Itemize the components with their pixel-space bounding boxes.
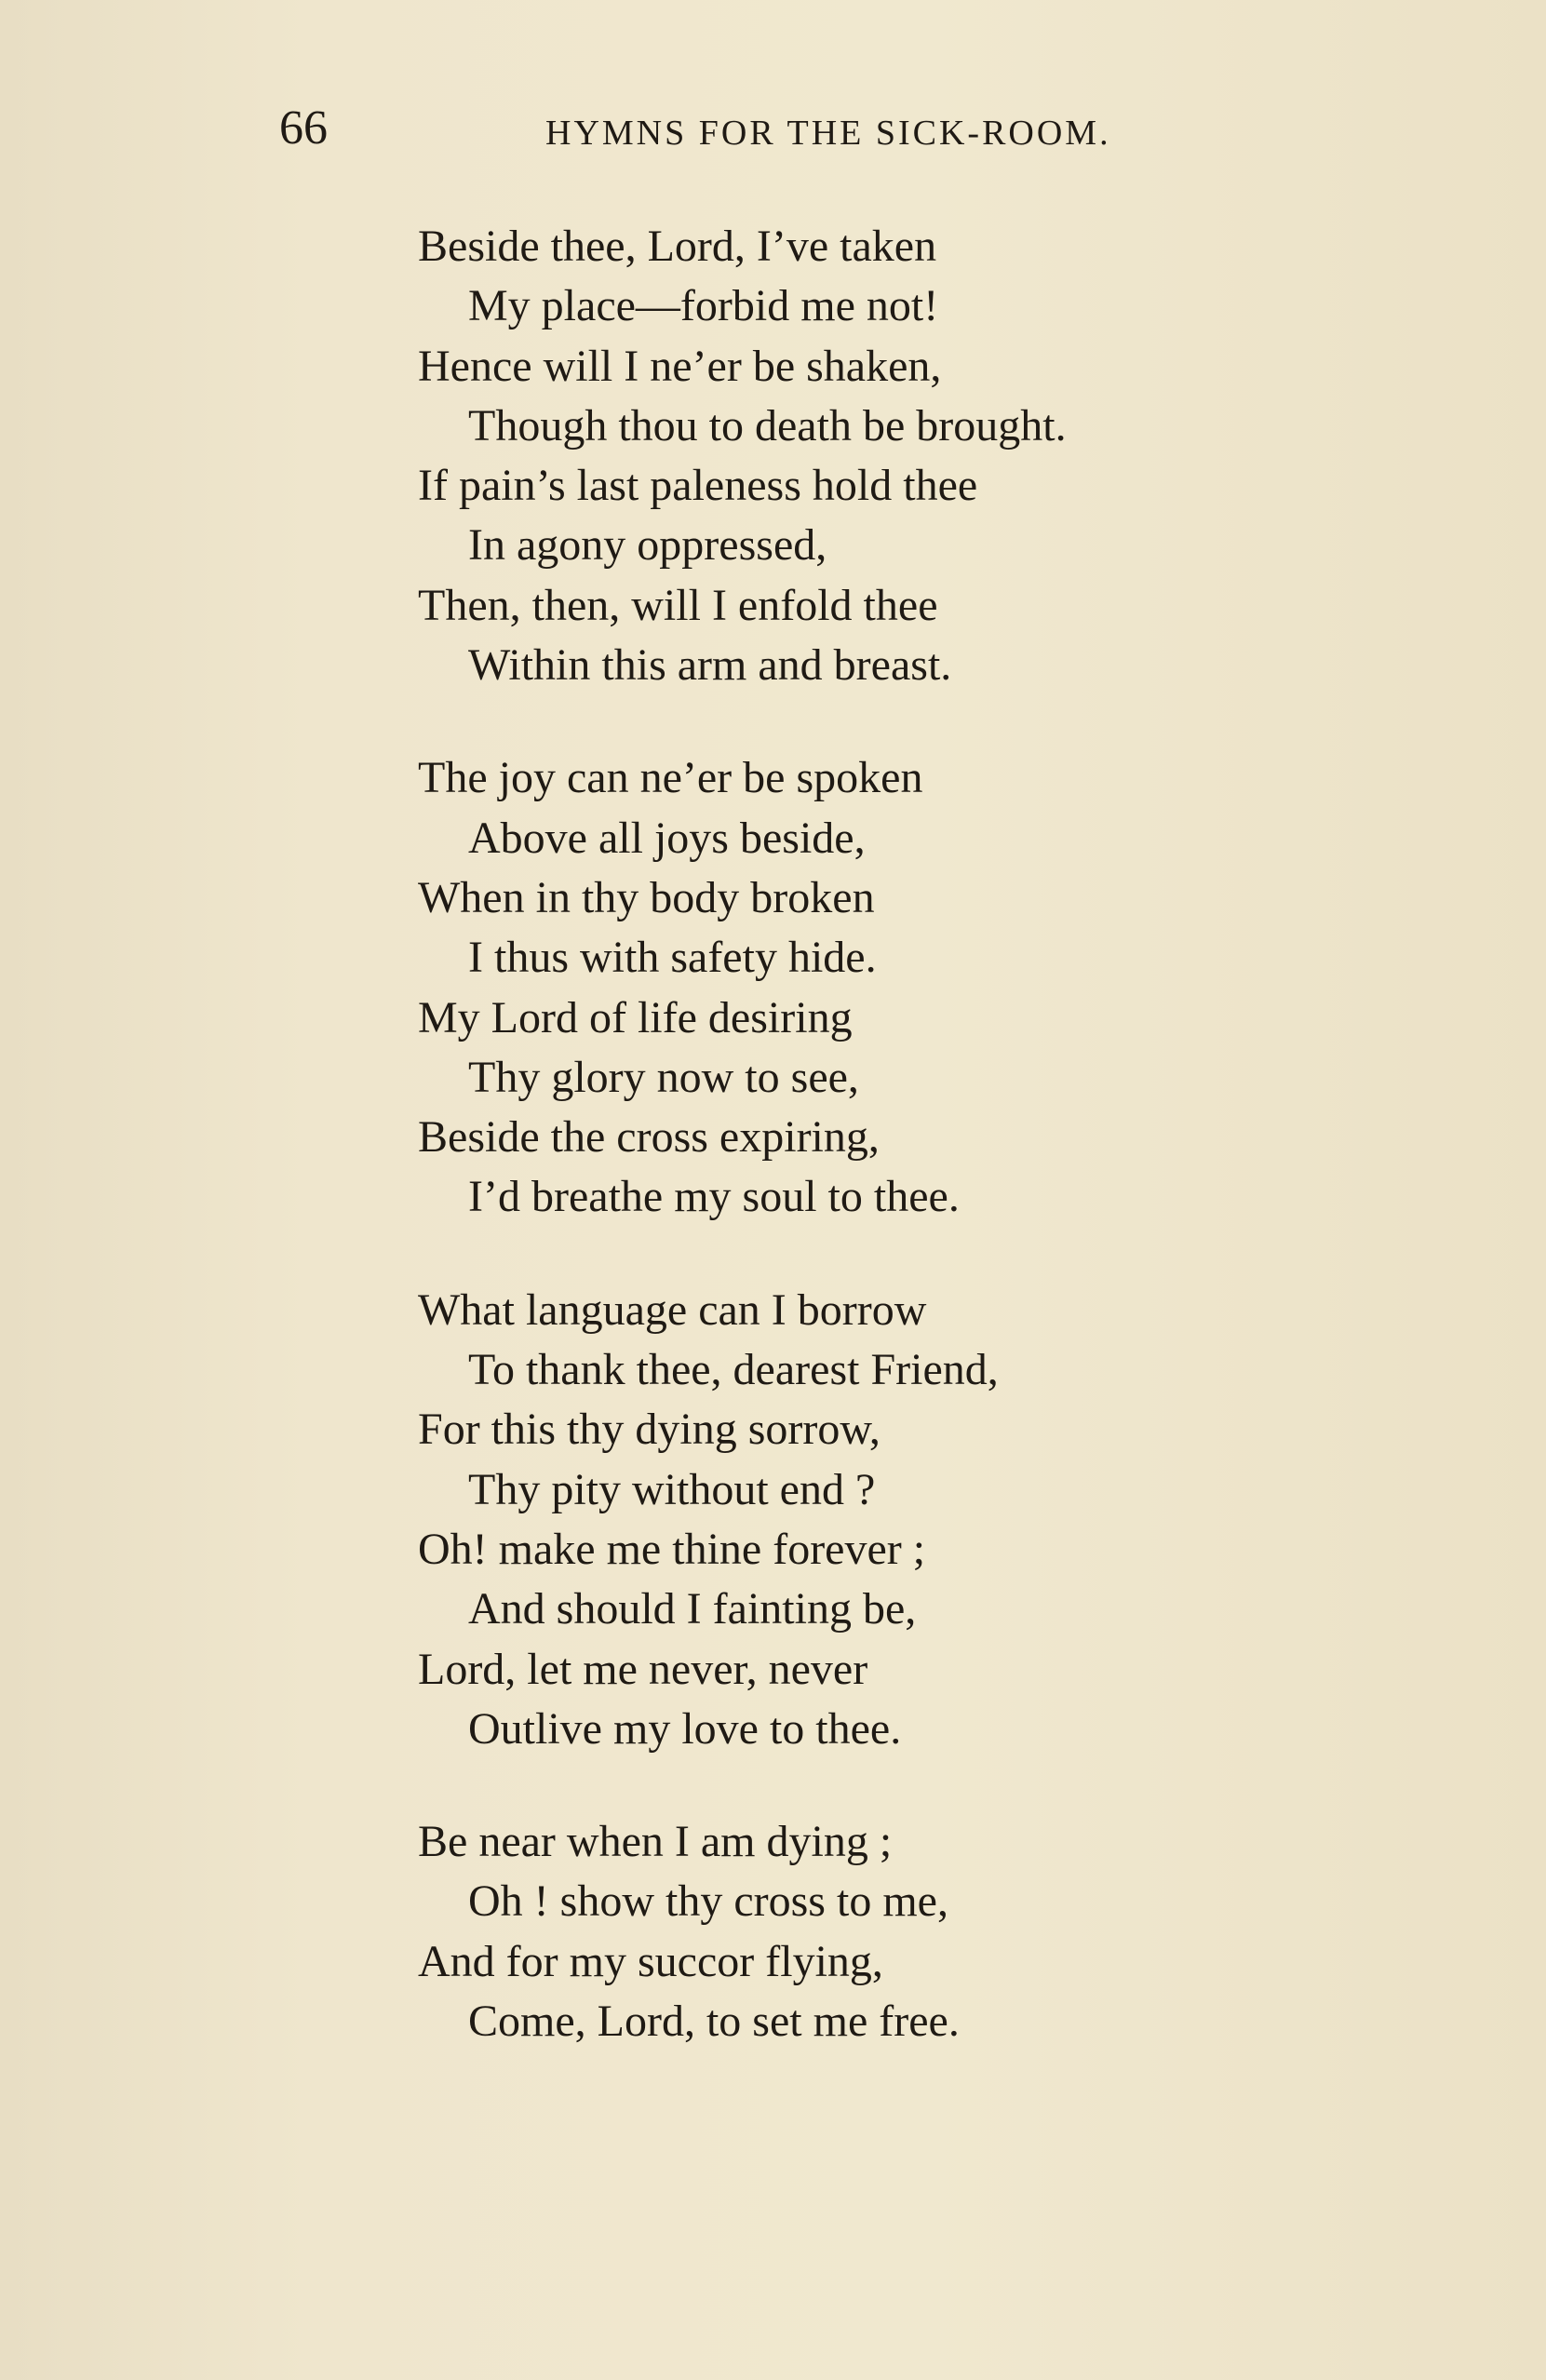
stanza-3	[418, 1281, 1256, 1759]
verse-line: Within this arm and breast.	[468, 640, 952, 691]
stanza-4	[418, 1812, 1256, 2051]
verse-line: Come, Lord, to set me free.	[468, 1997, 960, 2047]
verse-line: And for my succor flying,	[418, 1936, 883, 1986]
stanza-1	[418, 217, 1256, 695]
stanza-2	[418, 748, 1256, 1227]
verse-line: When in thy body broken	[418, 872, 875, 922]
verse-line: Oh ! show thy cross to me,	[468, 1876, 948, 1927]
verse-line: In agony oppressed,	[468, 520, 827, 571]
verse-line: Then, then, will I enfold thee	[418, 580, 938, 630]
verse-line: Hence will I ne’er be shaken,	[418, 341, 942, 391]
verse-line: For this thy dying sorrow,	[418, 1405, 881, 1455]
verse-line: Above all joys beside,	[468, 813, 866, 863]
running-title: HYMNS FOR THE SICK-ROOM.	[545, 114, 1111, 153]
verse-line: What language can I borrow	[418, 1284, 927, 1335]
verse-line: Lord, let me never, never	[418, 1644, 868, 1694]
verse-line: If pain’s last paleness hold thee	[418, 461, 978, 511]
verse-line: Though thou to death be brought.	[468, 400, 1067, 450]
page-header	[279, 101, 1215, 156]
verse-line: Thy pity without end ?	[468, 1464, 876, 1514]
verse-line: To thank thee, dearest Friend,	[468, 1345, 999, 1395]
page-number: 66	[279, 101, 328, 155]
verse-line: The joy can ne’er be spoken	[418, 753, 923, 803]
verse-line: My place—forbid me not!	[468, 281, 939, 331]
verse-line: Outlive my love to thee.	[468, 1703, 902, 1754]
verse-line: Thy glory now to see,	[468, 1052, 859, 1102]
verse-line: Oh! make me thine forever ;	[418, 1524, 926, 1574]
verse-line: Be near when I am dying ;	[418, 1817, 893, 1867]
verse-line: Beside thee, Lord, I’ve taken	[418, 222, 937, 271]
verse-line: And should I fainting be,	[468, 1584, 917, 1634]
verse-line: I thus with safety hide.	[468, 933, 877, 983]
verse-line: My Lord of life desiring	[418, 992, 853, 1042]
verse-line: Beside the cross expiring,	[418, 1112, 880, 1163]
verse-line: I’d breathe my soul to thee.	[468, 1172, 960, 1222]
hymn-text	[418, 217, 1256, 2104]
